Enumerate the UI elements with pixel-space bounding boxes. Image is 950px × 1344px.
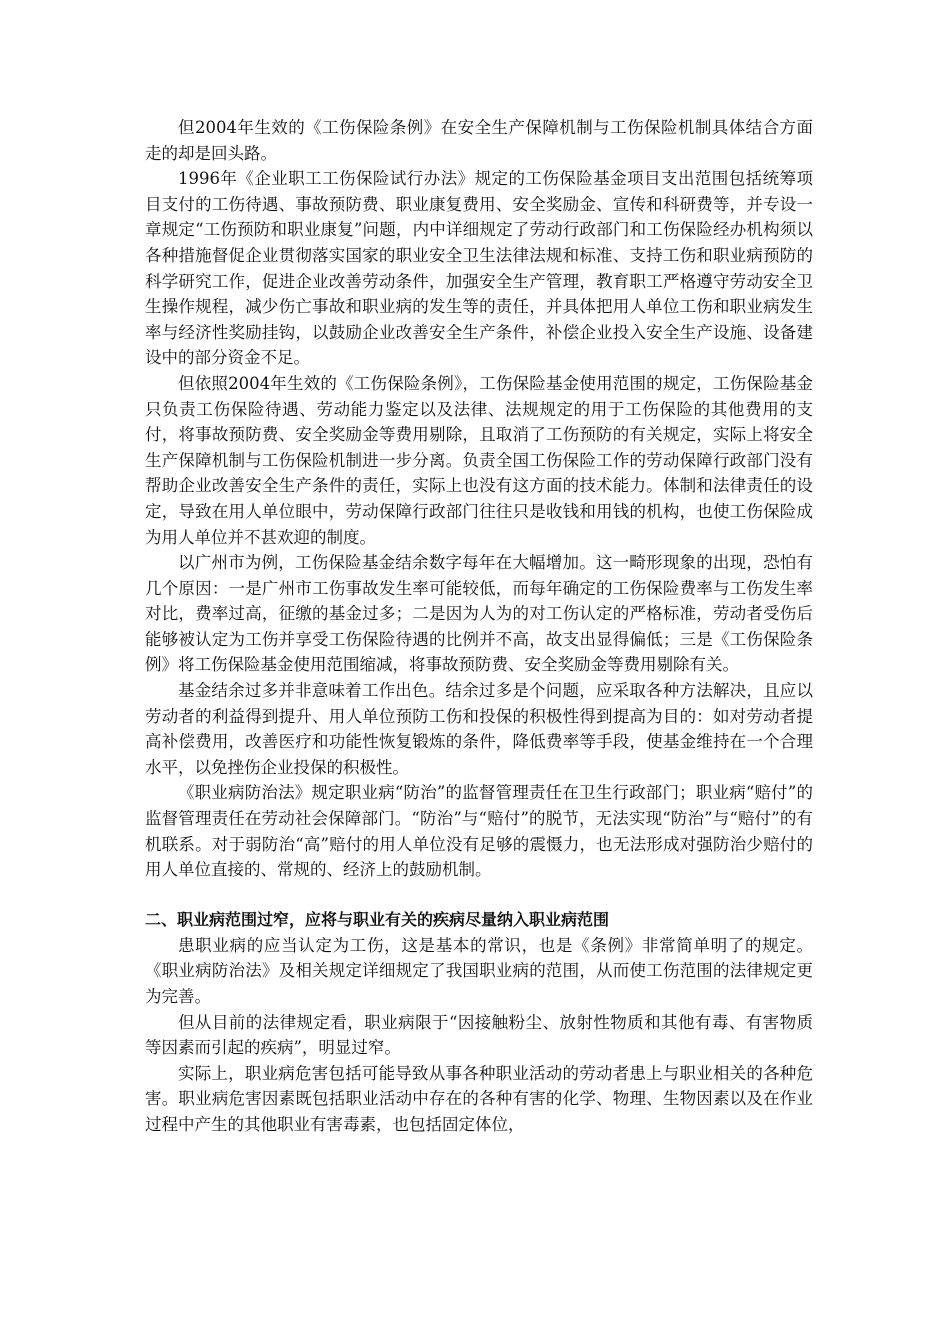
paragraph: 但依照2004年生效的《工伤保险条例》，工伤保险基金使用范围的规定，工伤保险基金只负责工伤保险待遇、劳动能力鉴定以及法律、法规规定的用于工伤保险的其他费用的支付，将事故预防费、安全奖励金等费用剔除，且取消了工伤预防的有关规定，实际上将安全生产保障机制与工伤保险机制进一步分离。负责全国工伤保险工作的劳动保障行政部门没有帮助企业改善安全生产条件的责任，实际上也没有这方面的技术能力。体制和法律责任的设定，导致在用人单位眼中，劳动保障行政部门往往只是收钱和用钱的机构，也使工伤保险成为用人单位并不甚欢迎的制度。 xyxy=(145,373,813,547)
paragraph: 基金结余过多并非意味着工作出色。结余过多是个问题，应采取各种方法解决，且应以劳动者的利益得到提升、用人单位预防工伤和投保的积极性得到提高为目的：如对劳动者提高补偿费用，改善医疗和功能性恢复锻炼的条件，降低费率等手段，使基金维持在一个合理水平，以免挫伤企业投保的积极性。 xyxy=(145,681,813,777)
paragraph: 《职业病防治法》规定职业病“防治”的监督管理责任在卫生行政部门；职业病“赔付”的监督管理责任在劳动社会保障部门。“防治”与“赔付”的脱节，无法实现“防治”与“赔付”的有机联系。对于弱防治“高”赔付的用人单位没有足够的震慑力，也无法形成对强防治少赔付的用人单位直接的、常规的、经济上的鼓励机制。 xyxy=(145,783,813,880)
paragraph: 以广州市为例，工伤保险基金结余数字每年在大幅增加。这一畸形现象的出现，恐怕有几个原因：一是广州市工伤事故发生率可能较低，而每年确定的工伤保险费率与工伤发生率对比，费率过高，征缴的基金过多；二是因为人为的对工伤认定的严格标准，劳动者受伤后能够被认定为工伤并享受工伤保险待遇的比例并不高，故支出显得偏低；三是《工伤保险条例》将工伤保险基金使用范围缩减，将事故预防费、安全奖励金等费用剔除有关。 xyxy=(145,553,813,675)
paragraph: 但从目前的法律规定看，职业病限于“因接触粉尘、放射性物质和其他有毒、有害物质等因素而引起的疾病”，明显过窄。 xyxy=(145,1012,813,1058)
document-page xyxy=(145,115,813,1138)
paragraph: 实际上，职业病危害包括可能导致从事各种职业活动的劳动者患上与职业相关的各种危害。职业病危害因素既包括职业活动中存在的各种有害的化学、物理、生物因素以及在作业过程中产生的其他职业有害毒素，也包括固定体位， xyxy=(145,1063,813,1134)
paragraph: 1996年《企业职工工伤保险试行办法》规定的工伤保险基金项目支出范围包括统筹项目支付的工伤待遇、事故预防费、职业康复费用、安全奖励金、宣传和科研费等，并专设一章规定“工伤预防和职业康复”问题，内中详细规定了劳动行政部门和工伤保险经办机构须以各种措施督促企业贯彻落实国家的职业安全卫生法律法规和标准、支持工伤和职业病预防的科学研究工作，促进企业改善劳动条件，加强安全生产管理，教育职工严格遵守劳动安全卫生操作规程，减少伤亡事故和职业病的发生等的责任，并具体把用人单位工伤和职业病发生率与经济性奖励挂钩，以鼓励企业改善安全生产条件，补偿企业投入安全生产设施、设备建设中的部分资金不足。 xyxy=(145,169,813,368)
section-heading: 二、职业病范围过窄，应将与职业有关的疾病尽量纳入职业病范围 xyxy=(145,909,610,929)
paragraph: 患职业病的应当认定为工伤，这是基本的常识，也是《条例》非常简单明了的规定。《职业病防治法》及相关规定详细规定了我国职业病的范围，从而使工伤范围的法律规定更为完善。 xyxy=(145,935,813,1006)
paragraph: 但2004年生效的《工伤保险条例》在安全生产保障机制与工伤保险机制具体结合方面走的却是回头路。 xyxy=(145,118,813,163)
